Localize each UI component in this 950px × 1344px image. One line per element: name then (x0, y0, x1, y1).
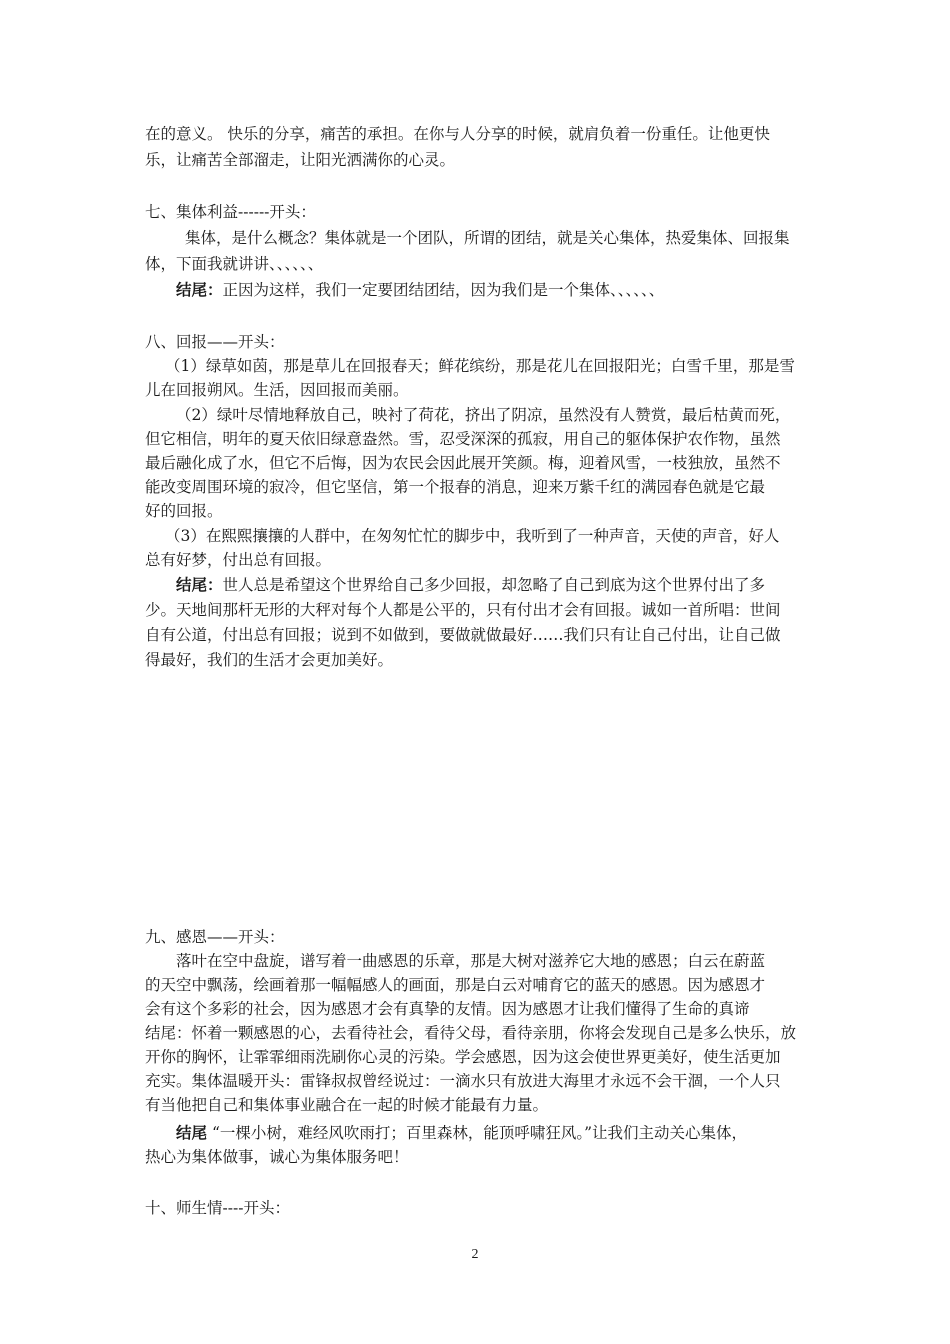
text-line: 热心为集体做事，诚心为集体服务吧！ (145, 1148, 409, 1166)
text-line: 少。天地间那杆无形的大秤对每个人都是公平的，只有付出才会有回报。诚如一首所唱：世间 (145, 601, 781, 619)
text-line: 在的意义。 快乐的分享，痛苦的承担。在你与人分享的时候，就肩负着一份重任。让他更快 (145, 125, 770, 143)
text-line: 乐，让痛苦全部溜走，让阳光洒满你的心灵。 (145, 151, 456, 169)
text-line: 体，下面我就讲讲、、、、、、 (145, 255, 324, 273)
section-heading: 十、师生情----开头： (145, 1199, 290, 1217)
text-line: （1）绿草如茵，那是草儿在回报春天；鲜花缤纷，那是花儿在回报阳光；白雪千里，那是雪 (165, 357, 795, 375)
text-line (176, 278, 664, 302)
ending-text: 正因为这样，我们一定要团结团结，因为我们是一个集体、、、、、、 (222, 281, 665, 299)
text-line: 自有公道，付出总有回报；说到不如做到，要做就做最好……我们只有让自己付出，让自己做 (145, 626, 781, 644)
ending-label: 结尾 (176, 1123, 208, 1142)
text-line: （3）在熙熙攘攘的人群中，在匆匆忙忙的脚步中，我听到了一种声音，天使的声音，好人 (165, 527, 780, 545)
text-line: 能改变周围环境的寂冷，但它坚信，第一个报春的消息，迎来万紫千红的满园春色就是它最 (145, 478, 766, 496)
text-line: 最后融化成了水，但它不后悔，因为农民会因此展开笑颜。梅，迎着风雪，一枝独放，虽然不 (145, 454, 781, 472)
section-heading: 九、感恩——开头： (145, 928, 285, 946)
text-line: 总有好梦，付出总有回报。 (145, 551, 332, 569)
text-line: 有当他把自己和集体事业融合在一起的时候才能最有力量。 (145, 1096, 549, 1114)
page-number: 2 (471, 1247, 479, 1262)
text-line: 好的回报。 (145, 502, 223, 520)
text-line: （2）绿叶尽情地释放自己，映衬了荷花，挤出了阴凉，虽然没有人赞赏，最后枯黄而死， (176, 406, 791, 424)
text-line (176, 1121, 747, 1145)
section-heading: 八、回报——开头： (145, 333, 285, 351)
ending-text: 世人总是希望这个世界给自己多少回报，却忽略了自己到底为这个世界付出了多 (222, 576, 766, 594)
text-line (176, 573, 765, 597)
text-line: 开你的胸怀，让霏霏细雨洗刷你心灵的污染。学会感恩，因为这会使世界更美好，使生活更加 (145, 1048, 781, 1066)
text-line: 充实。集体温暖开头：雷锋叔叔曾经说过：一滴水只有放进大海里才永远不会干涸，一个人只 (145, 1072, 781, 1090)
text-line: 儿在回报朔风。生活，因回报而美丽。 (145, 381, 409, 399)
text-line: 得最好，我们的生活才会更加美好。 (145, 651, 394, 669)
section-heading: 七、集体利益------开头： (145, 203, 316, 221)
ending-label: 结尾： (176, 575, 223, 594)
text-line: 会有这个多彩的社会，因为感恩才会有真挚的友情。因为感恩才让我们懂得了生命的真谛 (145, 1000, 750, 1018)
text-line: 集体，是什么概念？集体就是一个团队，所谓的团结，就是关心集体，热爱集体、回报集 (185, 229, 790, 247)
text-line: 的天空中飘荡，绘画着那一幅幅感人的画面，那是白云对哺育它的蓝天的感恩。因为感恩才 (145, 976, 766, 994)
ending-label: 结尾： (176, 280, 223, 299)
text-line: 但它相信，明年的夏天依旧绿意盎然。雪，忍受深深的孤寂，用自己的躯体保护农作物，虽然 (145, 430, 781, 448)
text-line: 结尾：怀着一颗感恩的心，去看待社会，看待父母，看待亲朋，你将会发现自己是多么快乐，放 (145, 1024, 797, 1042)
ending-text: “一棵小树，难经风吹雨打；百里森林，能顶呼啸狂风。”让我们主动关心集体， (207, 1124, 748, 1142)
text-line: 落叶在空中盘旋，谱写着一曲感恩的乐章，那是大树对滋养它大地的感恩；白云在蔚蓝 (176, 952, 766, 970)
